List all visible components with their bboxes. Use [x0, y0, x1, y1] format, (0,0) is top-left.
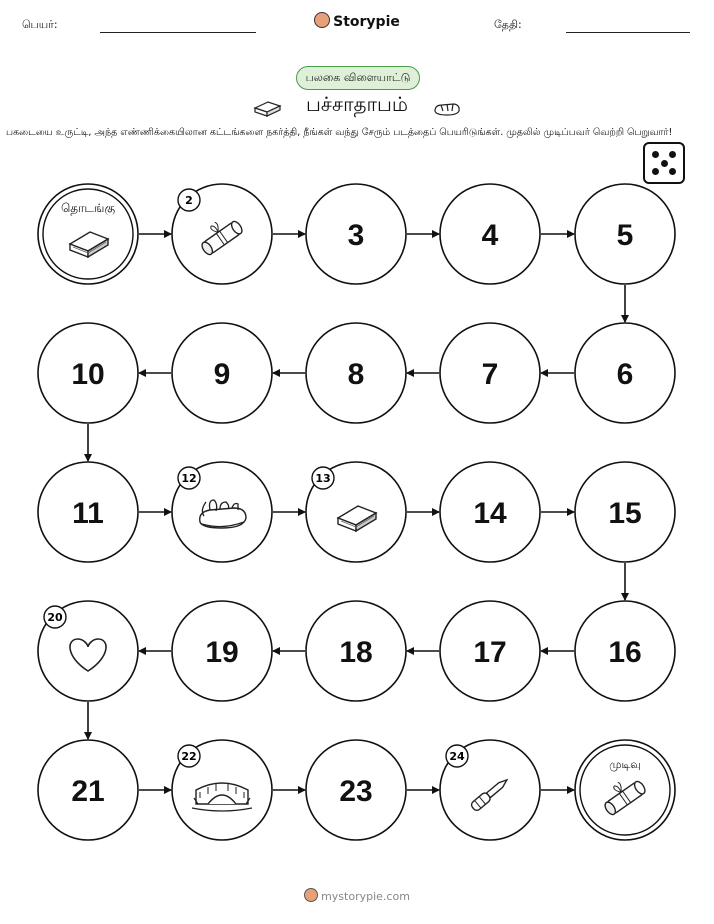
board-cell: [306, 323, 406, 423]
board-cell: [38, 462, 138, 562]
cell-number: 12: [181, 472, 197, 485]
cell-number: 18: [339, 636, 373, 669]
board-cell: [575, 740, 675, 840]
board-cell: [306, 462, 406, 562]
cell-number: 24: [449, 750, 465, 763]
cell-number: 7: [481, 358, 499, 391]
board-cell: [38, 184, 138, 284]
start-label: தொடங்கு: [60, 201, 116, 215]
board-cell: [38, 740, 138, 840]
board-cell: [440, 462, 540, 562]
board-game-badge: பலகை விளையாட்டு: [296, 66, 420, 90]
cell-number: 3: [347, 219, 365, 252]
brand-name: Storypie: [333, 14, 400, 30]
cell-number: 20: [47, 611, 63, 624]
board-cell: [172, 462, 272, 562]
date-label: தேதி:: [494, 18, 522, 31]
board-cell: [306, 740, 406, 840]
cell-number: 22: [181, 750, 197, 763]
footer-url: mystorypie.com: [321, 890, 410, 903]
cell-number: 23: [339, 775, 373, 808]
board-cell: [575, 601, 675, 701]
board-cell: [306, 601, 406, 701]
board-cell: [440, 184, 540, 284]
board-cell: [38, 601, 138, 701]
board-cell: [172, 601, 272, 701]
cell-number: 14: [473, 497, 507, 530]
cell-number: 2: [185, 194, 193, 207]
board-cell: [172, 740, 272, 840]
board-cell: [172, 184, 272, 284]
cell-number: 8: [347, 358, 365, 391]
board-cell: [575, 184, 675, 284]
cell-number: 17: [473, 636, 507, 669]
board-cell: [575, 462, 675, 562]
board-cell: [440, 323, 540, 423]
cell-number: 21: [71, 775, 105, 808]
footer-brand: [0, 888, 714, 903]
board-cell: [172, 323, 272, 423]
cell-number: 5: [616, 219, 634, 252]
name-label: பெயர்:: [22, 18, 58, 31]
cell-number: 10: [71, 358, 105, 391]
cell-number: 19: [205, 636, 239, 669]
cell-number: 15: [608, 497, 642, 530]
board-cell: [575, 323, 675, 423]
cell-number: 13: [315, 472, 331, 485]
finish-label: முடிவு: [609, 758, 641, 771]
board-cell: [440, 601, 540, 701]
cell-number: 4: [481, 219, 499, 252]
bear-icon: [304, 888, 318, 902]
board-cell: [440, 740, 540, 840]
instructions: பகடையை உருட்டி, அந்த எண்ணிக்கையிலான கட்டங்களை நகர்த்தி, நீங்கள் வந்து சேரும் படத்தைப் பெயரிடுங்கள். முதலில் முடிப்பவர் வெற்றி பெறுவார்!: [6, 127, 673, 138]
page-title: பச்சாதாபம்: [306, 92, 408, 116]
cell-number: 9: [213, 358, 231, 391]
cell-number: 16: [608, 636, 642, 669]
board-cell: [306, 184, 406, 284]
board-cell: [38, 323, 138, 423]
cell-number: 6: [616, 358, 634, 391]
cell-number: 11: [72, 497, 104, 530]
